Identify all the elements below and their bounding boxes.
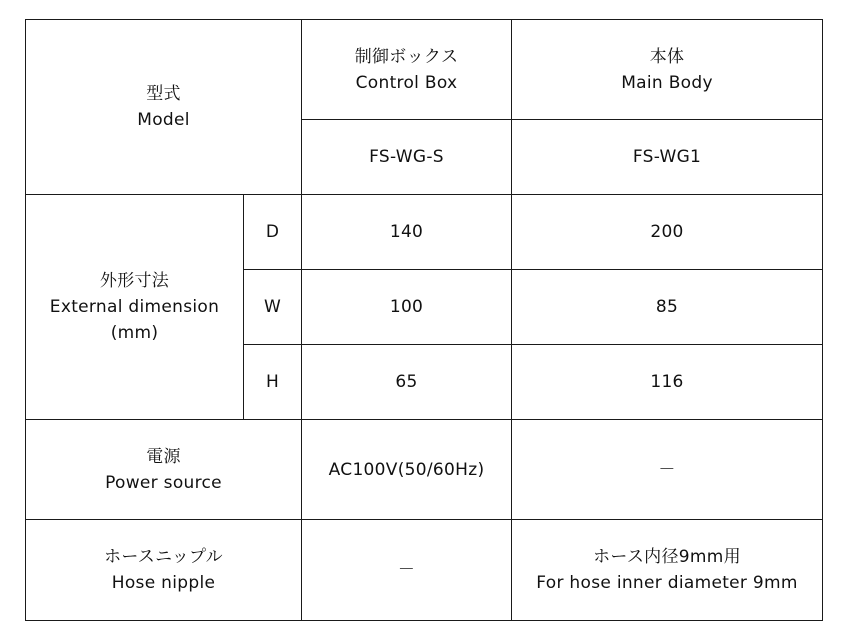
main-body-hose-en: For hose inner diameter 9mm	[536, 573, 798, 593]
power-header-cell	[26, 420, 302, 520]
main-body-label-en: Main Body	[621, 72, 713, 93]
control-box-depth: 140	[302, 195, 512, 270]
main-body-model-number: FS-WG1	[512, 120, 823, 195]
power-row	[26, 420, 823, 520]
control-box-label-jp: 制御ボックス	[354, 46, 459, 67]
dimension-axis-h: H	[244, 345, 302, 420]
dimension-row-d	[26, 195, 823, 270]
spec-table	[25, 19, 823, 621]
main-body-power: －	[512, 420, 823, 520]
hose-header-cell	[26, 520, 302, 621]
main-body-hose-cell	[512, 520, 823, 621]
model-label-jp: 型式	[146, 84, 181, 104]
control-box-label-en: Control Box	[355, 72, 458, 93]
dimension-label-jp: 外形寸法	[99, 271, 170, 291]
dimension-unit: (mm)	[110, 323, 159, 343]
hose-label-jp: ホースニップル	[104, 547, 223, 567]
hose-label-en: Hose nipple	[111, 573, 216, 593]
main-body-height: 116	[512, 345, 823, 420]
dimension-header-cell	[26, 195, 244, 420]
control-box-model-number: FS-WG-S	[302, 120, 512, 195]
main-body-header-cell	[512, 20, 823, 120]
dimension-label-en: External dimension	[49, 297, 220, 317]
control-box-width: 100	[302, 270, 512, 345]
dimension-axis-d: D	[244, 195, 302, 270]
main-body-hose-jp: ホース内径9mm用	[593, 547, 741, 567]
control-box-hose: －	[302, 520, 512, 621]
control-box-header-cell	[302, 20, 512, 120]
model-label-en: Model	[137, 110, 190, 130]
control-box-power: AC100V(50/60Hz)	[302, 420, 512, 520]
model-header-cell	[26, 20, 302, 195]
main-body-label-jp: 本体	[649, 46, 685, 67]
header-row	[26, 20, 823, 120]
control-box-height: 65	[302, 345, 512, 420]
dimension-axis-w: W	[244, 270, 302, 345]
power-label-jp: 電源	[146, 446, 181, 467]
hose-row	[26, 520, 823, 621]
power-label-en: Power source	[105, 472, 222, 493]
main-body-width: 85	[512, 270, 823, 345]
main-body-depth: 200	[512, 195, 823, 270]
